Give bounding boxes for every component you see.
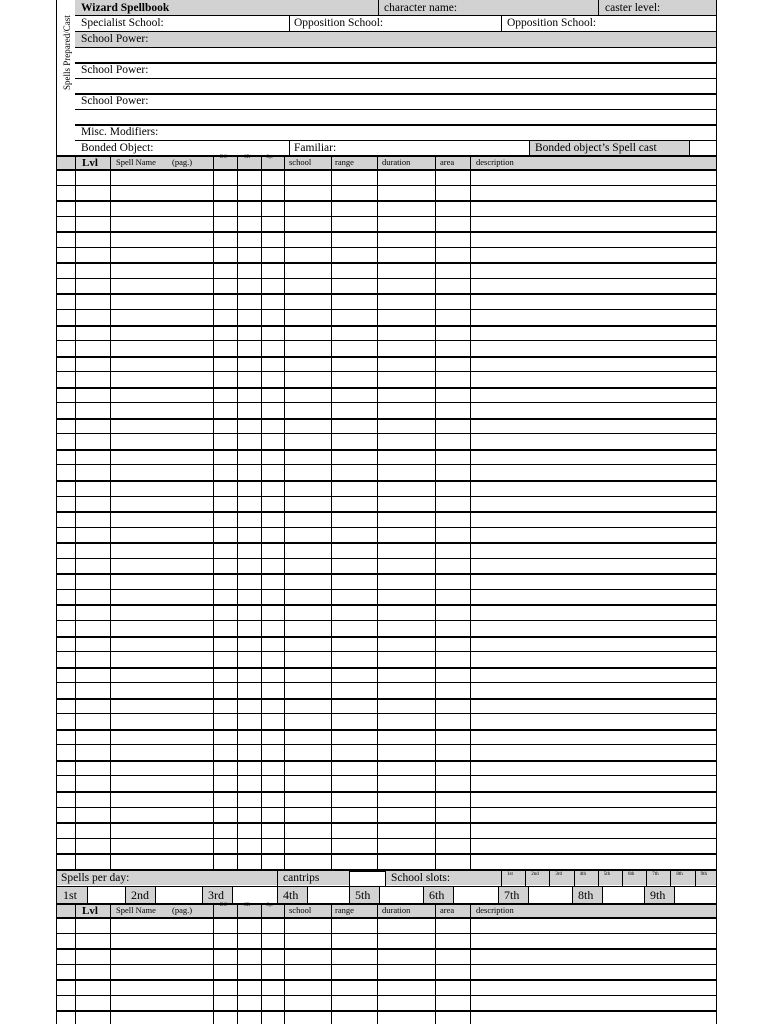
divider xyxy=(277,870,278,886)
row-divider xyxy=(57,620,716,621)
row-divider xyxy=(57,200,716,202)
spell-level-label: 3rd xyxy=(208,888,224,902)
opposition-school-2-label: Opposition School: xyxy=(507,17,597,29)
col-pag: (pag.) xyxy=(172,157,193,167)
row-divider xyxy=(57,838,716,839)
school-slot-label: 5th xyxy=(603,872,611,877)
level-divider xyxy=(674,887,675,903)
col-sr: SR xyxy=(244,155,251,160)
divider xyxy=(75,109,716,110)
col-dc: DC xyxy=(220,903,227,908)
row-divider xyxy=(57,589,716,590)
school-slot-label: 4th xyxy=(579,872,586,877)
vertical-label-text: Spells Prepared/Cast xyxy=(62,15,72,90)
divider xyxy=(501,15,502,31)
divider xyxy=(385,870,386,886)
slot-divider xyxy=(598,870,599,886)
school-power-2-label: School Power: xyxy=(81,64,149,76)
row-divider xyxy=(57,995,716,996)
row-divider xyxy=(57,729,716,731)
level-divider xyxy=(232,887,233,903)
row-divider xyxy=(57,340,716,341)
divider xyxy=(349,870,350,886)
row-divider xyxy=(57,636,716,638)
level-divider xyxy=(423,887,424,903)
school-slot-label: 3rd xyxy=(555,872,563,877)
slot-divider xyxy=(501,870,502,886)
slot-divider xyxy=(670,870,671,886)
row-divider xyxy=(57,527,716,528)
divider xyxy=(689,140,690,155)
school-slot-label: 6th xyxy=(628,872,635,877)
school-slot-label: 8th xyxy=(676,872,683,877)
col-area: area xyxy=(440,905,455,915)
row-divider xyxy=(57,278,716,279)
col-lvl: Lvl xyxy=(82,905,98,917)
level-divider xyxy=(125,887,126,903)
level-divider xyxy=(572,887,573,903)
level-divider xyxy=(349,887,350,903)
level-divider xyxy=(277,887,278,903)
col-spell-name: Spell Name xyxy=(116,157,156,167)
spell-level-label: 9th xyxy=(650,888,666,902)
row-divider xyxy=(57,480,716,482)
sheet-title: Wizard Spellbook xyxy=(81,2,170,14)
spell-level-label: 4th xyxy=(283,888,299,902)
spell-level-label: 6th xyxy=(429,888,445,902)
level-divider xyxy=(379,887,380,903)
row-divider xyxy=(57,449,716,451)
level-divider xyxy=(155,887,156,903)
cantrips-label: cantrips xyxy=(283,872,320,884)
slot-divider xyxy=(622,870,623,886)
divider xyxy=(289,140,290,155)
col-description: description xyxy=(476,905,514,915)
school-slot-label: 2nd xyxy=(531,872,539,877)
row-divider xyxy=(57,791,716,793)
col-sr: SR xyxy=(244,903,251,908)
slot-divider xyxy=(695,870,696,886)
caster-level-label: caster level: xyxy=(605,2,661,14)
row-divider xyxy=(57,293,716,295)
divider xyxy=(75,124,716,126)
row-divider xyxy=(57,309,716,310)
bonded-spell-label: Bonded object’s Spell cast xyxy=(535,142,657,154)
row-divider xyxy=(57,1010,716,1012)
row-divider xyxy=(57,698,716,700)
familiar-label: Familiar: xyxy=(294,142,337,154)
divider xyxy=(598,0,599,15)
row-divider xyxy=(57,917,716,919)
school-slot-label: 9th xyxy=(700,872,707,877)
slot-divider xyxy=(646,870,647,886)
row-divider xyxy=(57,822,716,824)
level-divider xyxy=(453,887,454,903)
col-school: school xyxy=(289,905,312,915)
row-divider xyxy=(57,387,716,389)
spell-level-label: 1st xyxy=(63,888,78,902)
row-divider xyxy=(57,511,716,513)
row-divider xyxy=(57,760,716,762)
spell-level-label: 8th xyxy=(578,888,594,902)
col-school: school xyxy=(289,157,312,167)
divider xyxy=(289,15,290,31)
level-divider xyxy=(498,887,499,903)
col-description: description xyxy=(476,157,514,167)
divider xyxy=(529,140,530,155)
row-divider xyxy=(57,247,716,248)
slot-divider xyxy=(574,870,575,886)
level-divider xyxy=(602,887,603,903)
school-slots-label: School slots: xyxy=(391,872,451,884)
row-divider xyxy=(57,964,716,965)
spell-level-label: 2nd xyxy=(131,888,149,902)
col-lvl: Lvl xyxy=(82,157,98,169)
spell-table-1 xyxy=(57,155,716,870)
row-divider xyxy=(57,371,716,372)
col-spell-name: Spell Name xyxy=(116,905,156,915)
row-divider xyxy=(57,496,716,497)
row-divider xyxy=(57,573,716,575)
level-divider xyxy=(87,887,88,903)
spell-table-2 xyxy=(57,903,716,1024)
spells-per-day-section xyxy=(57,870,716,904)
spell-level-label: 5th xyxy=(355,888,371,902)
row-divider xyxy=(57,231,716,233)
divider xyxy=(75,15,716,16)
spells-per-day-label: Spells per day: xyxy=(61,872,130,884)
school-slot-label: 7th xyxy=(652,872,659,877)
row-divider xyxy=(57,853,716,855)
row-divider xyxy=(57,169,716,171)
row-divider xyxy=(57,402,716,403)
spells-prepared-vertical-label xyxy=(57,0,75,92)
character-name-label: character name: xyxy=(384,2,458,14)
col-dc: DC xyxy=(220,155,227,160)
row-divider xyxy=(57,418,716,420)
divider xyxy=(75,78,716,79)
row-divider xyxy=(57,775,716,776)
row-divider xyxy=(57,651,716,652)
bonded-object-label: Bonded Object: xyxy=(81,142,154,154)
row-divider xyxy=(57,713,716,714)
level-divider xyxy=(202,887,203,903)
row-divider xyxy=(57,216,716,217)
row-divider xyxy=(57,185,716,186)
slot-divider xyxy=(549,870,550,886)
col-pag: (pag.) xyxy=(172,905,193,915)
row-divider xyxy=(57,682,716,683)
opposition-school-1-label: Opposition School: xyxy=(294,17,384,29)
divider xyxy=(75,93,716,95)
row-divider xyxy=(57,356,716,358)
row-divider xyxy=(57,933,716,934)
school-power-1-shade xyxy=(75,32,716,47)
col-area: area xyxy=(440,157,455,167)
row-divider xyxy=(57,604,716,606)
school-power-3-label: School Power: xyxy=(81,95,149,107)
row-divider xyxy=(57,262,716,264)
row-divider xyxy=(57,542,716,544)
misc-modifiers-label: Misc. Modifiers: xyxy=(81,126,159,138)
level-divider xyxy=(528,887,529,903)
school-slot-label: 1st xyxy=(507,872,513,877)
row-divider xyxy=(57,464,716,465)
row-divider xyxy=(57,744,716,745)
col-cp: Cp. xyxy=(266,903,274,908)
row-divider xyxy=(57,325,716,327)
col-cp: Cp. xyxy=(266,155,274,160)
row-divider xyxy=(57,667,716,669)
spell-level-label: 7th xyxy=(504,888,520,902)
col-range: range xyxy=(335,157,354,167)
specialist-school-label: Specialist School: xyxy=(81,17,164,29)
divider xyxy=(75,62,716,64)
row-divider xyxy=(57,948,716,950)
row-divider xyxy=(57,433,716,434)
divider xyxy=(378,0,379,15)
row-divider xyxy=(57,979,716,981)
level-divider xyxy=(644,887,645,903)
row-divider xyxy=(57,807,716,808)
school-power-1-label: School Power: xyxy=(81,33,149,45)
col-range: range xyxy=(335,905,354,915)
col-duration: duration xyxy=(382,905,411,915)
slot-divider xyxy=(525,870,526,886)
row-divider xyxy=(57,558,716,559)
col-duration: duration xyxy=(382,157,411,167)
spellbook-sheet xyxy=(56,0,717,1024)
level-divider xyxy=(307,887,308,903)
divider xyxy=(75,47,716,48)
